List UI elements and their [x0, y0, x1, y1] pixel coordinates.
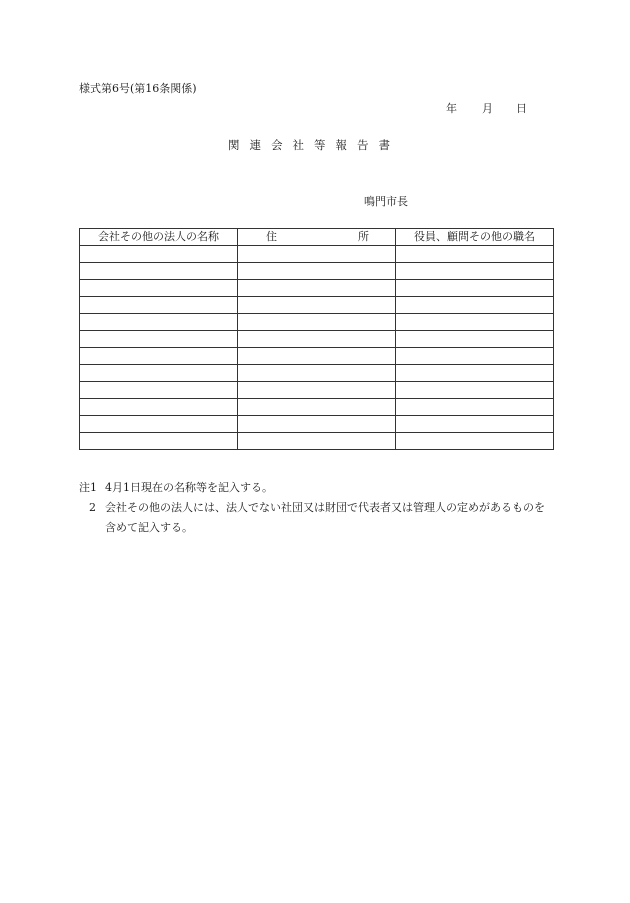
- position-cell[interactable]: [396, 365, 554, 382]
- position-cell[interactable]: [396, 331, 554, 348]
- table-row: [80, 365, 554, 382]
- position-cell[interactable]: [396, 382, 554, 399]
- table-row: [80, 314, 554, 331]
- company-name-cell[interactable]: [80, 314, 238, 331]
- note-2-mark: 2: [89, 501, 96, 514]
- address-cell[interactable]: [238, 263, 396, 280]
- header-company-name: 会社その他の法人の名称: [80, 229, 238, 246]
- address-cell[interactable]: [238, 382, 396, 399]
- table-row: [80, 263, 554, 280]
- form-number: 様式第6号(第16条関係): [79, 82, 197, 95]
- recipient: 鳴門市長: [364, 195, 408, 208]
- company-name-cell[interactable]: [80, 280, 238, 297]
- position-cell[interactable]: [396, 263, 554, 280]
- table-row: [80, 399, 554, 416]
- day-label: 日: [516, 102, 527, 115]
- table-row: [80, 416, 554, 433]
- table-row: [80, 348, 554, 365]
- date-line: [446, 100, 527, 116]
- address-cell[interactable]: [238, 433, 396, 450]
- company-name-cell[interactable]: [80, 348, 238, 365]
- address-cell[interactable]: [238, 348, 396, 365]
- table-header-row: [80, 229, 554, 246]
- table-body: [80, 246, 554, 450]
- company-name-cell[interactable]: [80, 331, 238, 348]
- address-cell[interactable]: [238, 331, 396, 348]
- table-row: [80, 331, 554, 348]
- table-row: [80, 246, 554, 263]
- note-1: [79, 478, 553, 498]
- company-name-cell[interactable]: [80, 297, 238, 314]
- position-cell[interactable]: [396, 348, 554, 365]
- notes: [79, 478, 553, 538]
- address-cell[interactable]: [238, 246, 396, 263]
- address-cell[interactable]: [238, 280, 396, 297]
- address-cell[interactable]: [238, 365, 396, 382]
- note-2-text: 会社その他の法人には、法人でない社団又は財団で代表者又は管理人の定めがあるものを含めて記入する。: [105, 501, 545, 534]
- header-address: [238, 229, 396, 246]
- company-name-cell[interactable]: [80, 416, 238, 433]
- address-cell[interactable]: [238, 416, 396, 433]
- header-address-left: 住: [266, 230, 277, 243]
- company-name-cell[interactable]: [80, 433, 238, 450]
- header-position: 役員、顧問その他の職名: [396, 229, 554, 246]
- company-name-cell[interactable]: [80, 365, 238, 382]
- year-label: 年: [446, 102, 457, 115]
- company-name-cell[interactable]: [80, 263, 238, 280]
- company-name-cell[interactable]: [80, 382, 238, 399]
- position-cell[interactable]: [396, 314, 554, 331]
- company-name-cell[interactable]: [80, 246, 238, 263]
- address-cell[interactable]: [238, 314, 396, 331]
- company-name-cell[interactable]: [80, 399, 238, 416]
- position-cell[interactable]: [396, 280, 554, 297]
- table-row: [80, 433, 554, 450]
- month-label: 月: [482, 102, 493, 115]
- address-cell[interactable]: [238, 399, 396, 416]
- position-cell[interactable]: [396, 297, 554, 314]
- document-title: 関連会社等報告書: [228, 138, 400, 152]
- table-row: [80, 297, 554, 314]
- position-cell[interactable]: [396, 433, 554, 450]
- table-row: [80, 280, 554, 297]
- report-table: [79, 228, 554, 450]
- position-cell[interactable]: [396, 399, 554, 416]
- table-row: [80, 382, 554, 399]
- address-cell[interactable]: [238, 297, 396, 314]
- note-1-mark: 注1: [79, 481, 97, 494]
- position-cell[interactable]: [396, 246, 554, 263]
- note-1-text: 4月1日現在の名称等を記入する。: [105, 481, 273, 494]
- position-cell[interactable]: [396, 416, 554, 433]
- header-address-right: 所: [358, 230, 369, 243]
- note-2: [79, 498, 553, 538]
